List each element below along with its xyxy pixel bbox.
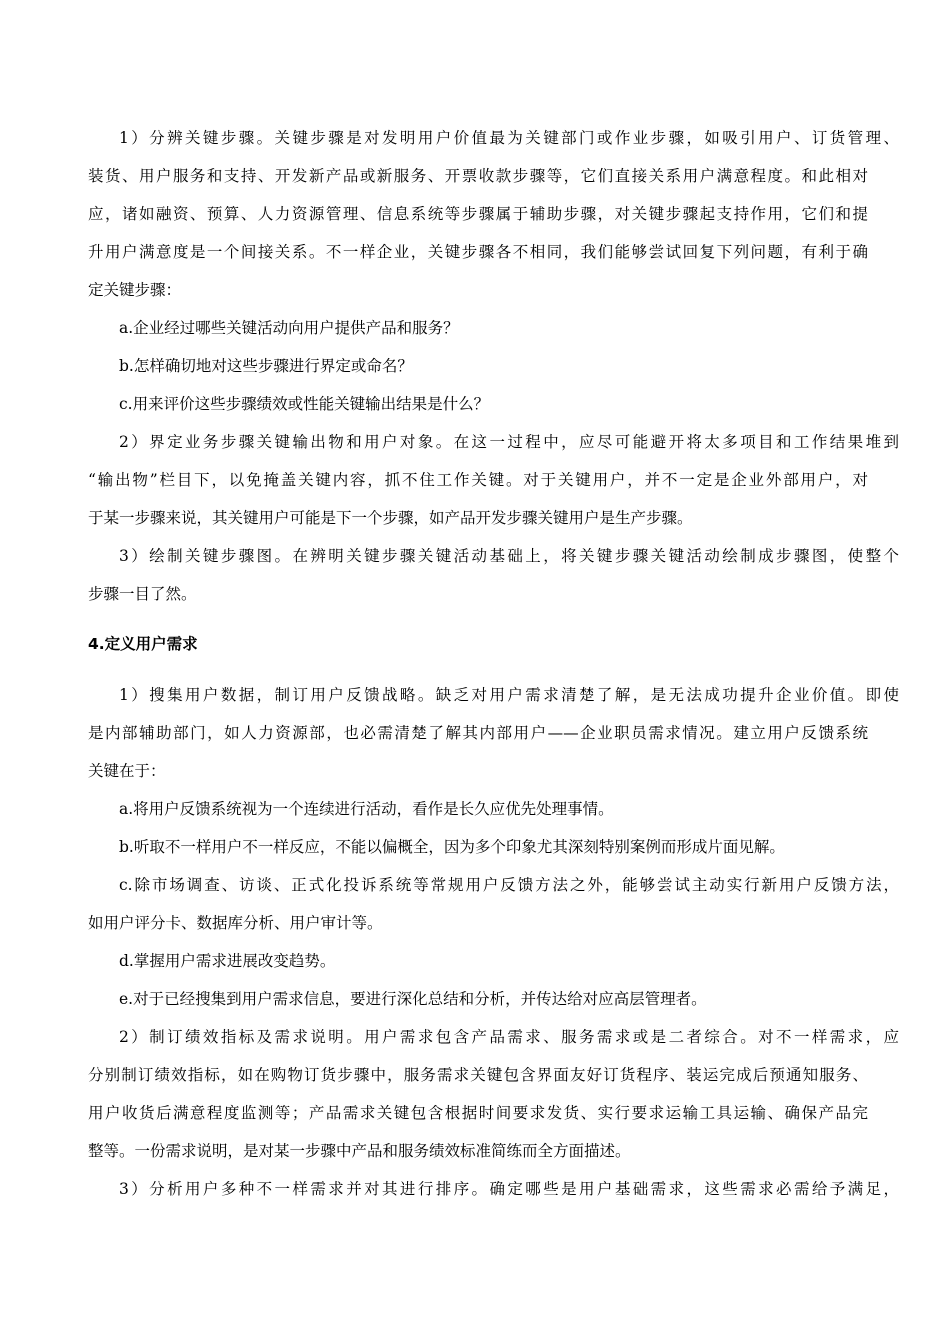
list-item-a: a.将用户反馈系统视为一个连续进行活动，看作是长久应优先处理事情。 <box>119 800 614 818</box>
paragraph-4-line-1: 1）搜集用户数据，制订用户反馈战略。缺乏对用户需求清楚了解，是无法成功提升企业价值。即使 <box>119 686 899 704</box>
paragraph-5-line-3: 用户收货后满意程度监测等；产品需求关键包含根据时间要求发货、实行要求运输工具运输、确保产品完 <box>88 1104 868 1122</box>
paragraph-1-line-2: 装货、用户服务和支持、开发新产品或新服务、开票收款步骤等，它们直接关系用户满意程度。和此相对 <box>88 167 868 185</box>
list-item-c-line-1: c.除市场调查、访谈、正式化投诉系统等常规用户反馈方法之外，能够尝试主动实行新用户反馈方法， <box>119 876 899 894</box>
paragraph-5-line-2: 分别制订绩效指标，如在购物订货步骤中，服务需求关键包含界面友好订货程序、装运完成后预通知服务、 <box>88 1066 868 1084</box>
paragraph-4-line-2: 是内部辅助部门，如人力资源部，也必需清楚了解其内部用户——企业职员需求情况。建立用户反馈系统 <box>88 724 868 742</box>
paragraph-1-line-3: 应，诸如融资、预算、人力资源管理、信息系统等步骤属于辅助步骤，对关键步骤起支持作用，它们和提 <box>88 205 868 223</box>
paragraph-6-line-1: 3）分析用户多种不一样需求并对其进行排序。确定哪些是用户基础需求，这些需求必需给予满足， <box>119 1180 899 1198</box>
list-item-b: b.听取不一样用户不一样反应，不能以偏概全，因为多个印象尤其深刻特别案例而形成片面见解。 <box>119 838 785 856</box>
list-item-c: c.用来评价这些步骤绩效或性能关键输出结果是什么？ <box>119 395 490 413</box>
paragraph-2-line-3: 于某一步骤来说，其关键用户可能是下一个步骤，如产品开发步骤关键用户是生产步骤。 <box>88 509 693 527</box>
paragraph-5-line-1: 2）制订绩效指标及需求说明。用户需求包含产品需求、服务需求或是二者综合。对不一样需求，应 <box>119 1028 899 1046</box>
paragraph-5-line-4: 整等。一份需求说明，是对某一步骤中产品和服务绩效标准简练而全方面描述。 <box>88 1142 631 1160</box>
paragraph-2-line-2: “输出物”栏目下，以免掩盖关键内容，抓不住工作关键。对于关键用户，并不一定是企业外部用户，对 <box>88 471 868 489</box>
paragraph-4-line-3: 关键在于： <box>88 762 166 780</box>
paragraph-3-line-2: 步骤一目了然。 <box>88 585 197 603</box>
list-item-a: a.企业经过哪些关键活动向用户提供产品和服务？ <box>119 319 459 337</box>
list-item-d: d.掌握用户需求进展改变趋势。 <box>119 952 336 970</box>
list-item-e: e.对于已经搜集到用户需求信息，要进行深化总结和分析，并传达给对应高层管理者。 <box>119 990 707 1008</box>
paragraph-1-line-5: 定关键步骤： <box>88 281 182 299</box>
list-item-c-line-2: 如用户评分卡、数据库分析、用户审计等。 <box>88 914 383 932</box>
paragraph-2-line-1: 2）界定业务步骤关键输出物和用户对象。在这一过程中，应尽可能避开将太多项目和工作结果堆到 <box>119 433 899 451</box>
list-item-b: b.怎样确切地对这些步骤进行界定或命名？ <box>119 357 413 375</box>
paragraph-1-line-1: 1）分辨关键步骤。关键步骤是对发明用户价值最为关键部门或作业步骤，如吸引用户、订货管理、 <box>119 129 899 147</box>
paragraph-1-line-4: 升用户满意度是一个间接关系。不一样企业，关键步骤各不相同，我们能够尝试回复下列问题，有利于确 <box>88 243 868 261</box>
section-heading: 4.定义用户需求 <box>88 635 198 653</box>
paragraph-3-line-1: 3）绘制关键步骤图。在辨明关键步骤关键活动基础上，将关键步骤关键活动绘制成步骤图，使整个 <box>119 547 899 565</box>
